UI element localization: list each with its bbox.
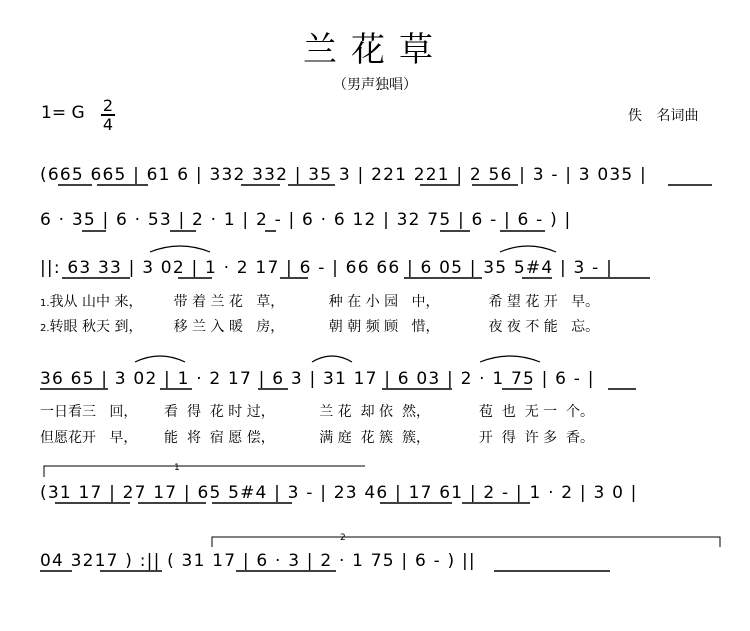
volta-1-bracket bbox=[44, 463, 365, 477]
time-signature-bottom: 4 bbox=[102, 115, 114, 134]
lyric-verse-2-line-2: 但愿花开 早， 能 将 宿 愿 偿， 满 庭 花 簇 簇， 开 得 许 多 香。 bbox=[40, 430, 595, 446]
verse-1-number: 1. bbox=[40, 298, 50, 309]
score-line-5-text: (31 17 | 27 17 | 65 5#4 | 3 - | 23 46 | 17 61 | 2 - | 1 · 2 | 3 0 | bbox=[40, 483, 638, 503]
key-signature: 1= G bbox=[41, 103, 85, 123]
score-line-2-text: 6 · 35 | 6 · 53 | 2 · 1 | 2 - | 6 · 6 12 | 32 75 | 6 - | 6 - ) | bbox=[40, 210, 572, 230]
score-line-5 bbox=[40, 483, 638, 503]
lyric-verse-2-line-1 bbox=[40, 316, 599, 336]
song-subtitle: （男声独唱） bbox=[333, 77, 417, 93]
score-line-3 bbox=[40, 246, 650, 278]
time-signature-top: 2 bbox=[102, 96, 114, 115]
score-line-2 bbox=[40, 210, 571, 231]
score-line-1 bbox=[40, 165, 712, 185]
volta-1-label: 1 bbox=[174, 463, 180, 473]
score-line-6-text: 04 3217 ) :|| ( 31 17 | 6 · 3 | 2 · 1 75 | 6 - ) || bbox=[40, 551, 476, 571]
lyric-verse-1-line-2: 一日看三 回， 看 得 花 时 过， 兰 花 却 依 然， 苞 也 无 一 个。 bbox=[40, 404, 595, 420]
score-line-6 bbox=[40, 551, 610, 571]
song-title: 兰花草 bbox=[303, 30, 447, 70]
score-line-4 bbox=[40, 356, 636, 389]
lyric-verse-1-line-1 bbox=[40, 291, 599, 311]
score-line-4-text: 36 65 | 3 02 | 1 · 2 17 | 6 3 | 31 17 | 6 03 | 2 · 1 75 | 6 - | bbox=[40, 369, 595, 389]
score-line-1-text: (665 665 | 61 6 | 332 332 | 35 3 | 221 221 | 2 56 | 3 - | 3 035 | bbox=[40, 165, 647, 185]
verse-2-number: 2. bbox=[40, 323, 50, 334]
volta-2-label: 2 bbox=[340, 533, 346, 543]
verse-2-line-1-text: 转眼 秋天 到， 移 兰 入 暖 房， 朝 朝 频 顾 惜， 夜 夜 不 能 忘。 bbox=[49, 319, 600, 335]
volta-2-bracket bbox=[212, 533, 720, 547]
score-line-3-text: ||: 63 33 | 3 02 | 1 · 2 17 | 6 - | 66 66 | 6 05 | 35 5#4 | 3 - | bbox=[40, 258, 614, 278]
verse-1-line-1-text: 我从 山中 来， 带 着 兰 花 草， 种 在 小 园 中， 希 望 花 开 早。 bbox=[49, 294, 600, 310]
credit: 佚 名词曲 bbox=[628, 108, 699, 124]
